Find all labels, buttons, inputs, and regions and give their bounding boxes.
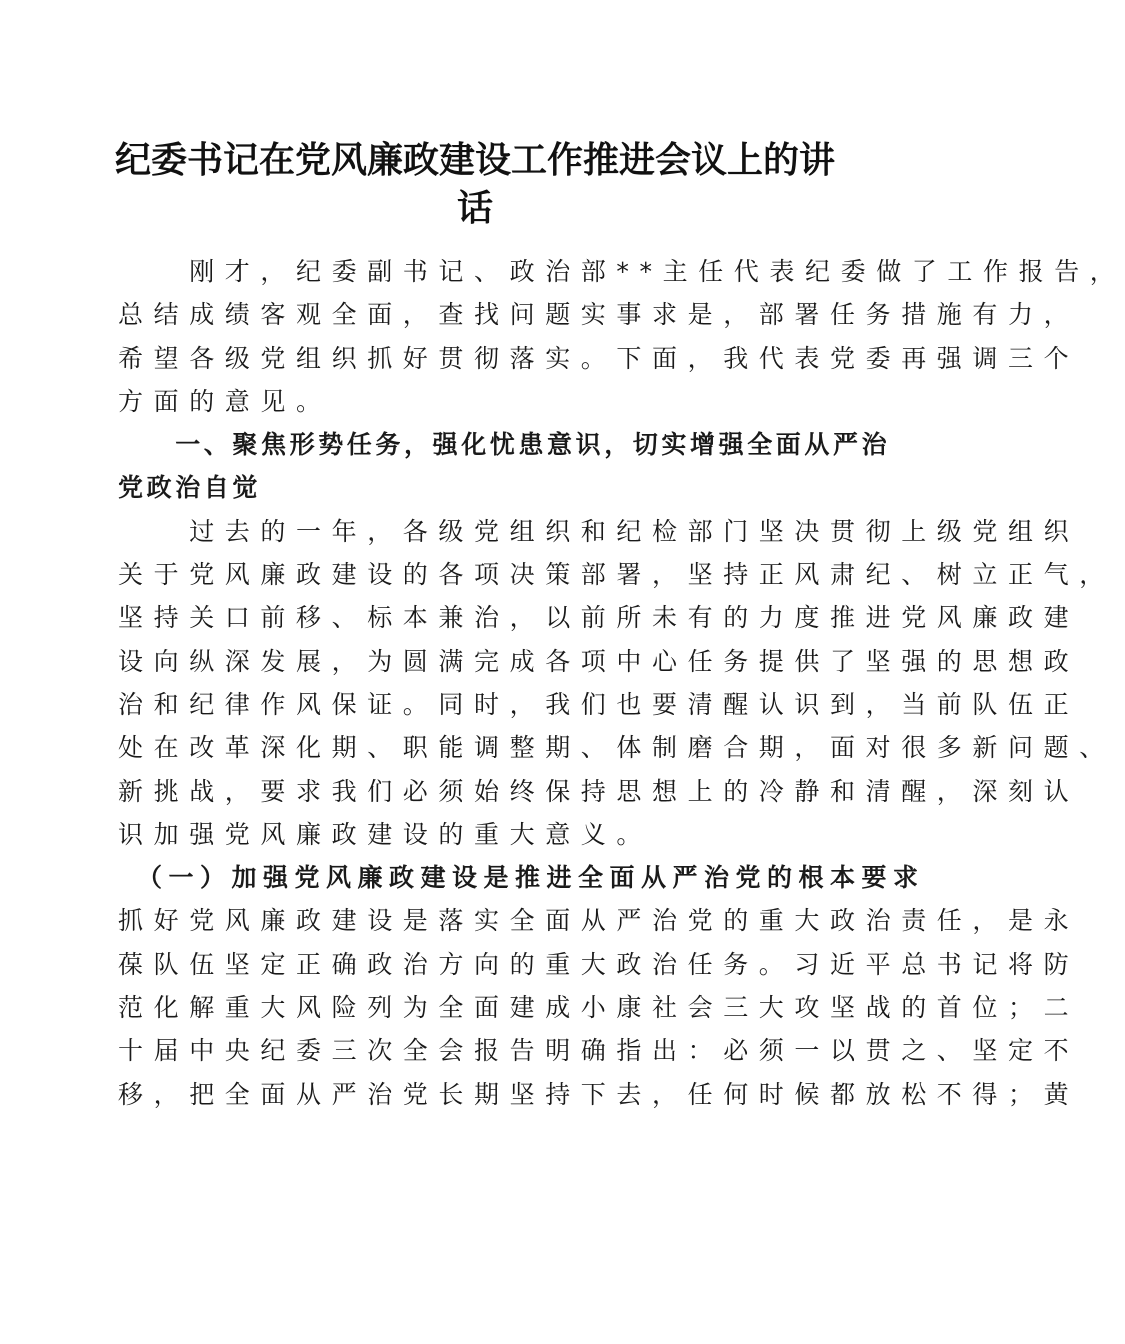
subsection-heading-1 [118,856,925,899]
title-line-2: 话 [456,187,493,229]
document-title [110,136,840,232]
paragraph-past-year [118,510,1115,856]
heading-line: 一、聚焦形势任务，强化忧患意识，切实增强全面从严治 [118,430,891,460]
text-line: 坚持关口前移、标本兼治，以前所未有的力度推进党风廉政建 [118,603,1080,633]
text-line: 新挑战，要求我们必须始终保持思想上的冷静和清醒，深刻认 [118,776,1080,806]
text-line: 范化解重大风险列为全面建成小康社会三大攻坚战的首位；二 [118,993,1080,1023]
text-line: 总结成绩客观全面，查找问题实事求是，部署任务措施有力， [118,300,1080,330]
document-body [118,250,1125,1116]
paragraph-intro [118,250,1125,423]
heading-line: 党政治自觉 [118,473,262,503]
text-line: 十届中央纪委三次全会报告明确指出：必须一以贯之、坚定不 [118,1036,1080,1066]
text-line: 抓好党风廉政建设是落实全面从严治党的重大政治责任，是永 [118,906,1080,936]
text-line: 刚才，纪委副书记、政治部**主任代表纪委做了工作报告， [118,257,1125,286]
text-line: 治和纪律作风保证。同时，我们也要清醒认识到，当前队伍正 [118,689,1080,719]
paragraph-fundamental [118,899,1080,1115]
text-line: 识加强党风廉政建设的重大意义。 [118,819,653,849]
title-line-1: 纪委书记在党风廉政建设工作推进会议上的讲 [114,139,835,181]
subheading-line: （一）加强党风廉政建设是推进全面从严治党的根本要求 [118,863,925,893]
text-line: 希望各级党组织抓好贯彻落实。下面，我代表党委再强调三个 [118,343,1080,373]
text-line: 处在改革深化期、职能调整期、体制磨合期，面对很多新问题、 [118,733,1115,763]
section-heading-1 [118,423,891,510]
text-line: 设向纵深发展，为圆满完成各项中心任务提供了坚强的思想政 [118,646,1080,676]
text-line: 移，把全面从严治党长期坚持下去，任何时候都放松不得；黄 [118,1079,1080,1109]
text-line: 葆队伍坚定正确政治方向的重大政治任务。习近平总书记将防 [118,949,1080,979]
text-line: 关于党风廉政建设的各项决策部署，坚持正风肃纪、树立正气， [118,560,1115,590]
text-line: 过去的一年，各级党组织和纪检部门坚决贯彻上级党组织 [118,516,1080,546]
text-line: 方面的意见。 [118,386,332,416]
